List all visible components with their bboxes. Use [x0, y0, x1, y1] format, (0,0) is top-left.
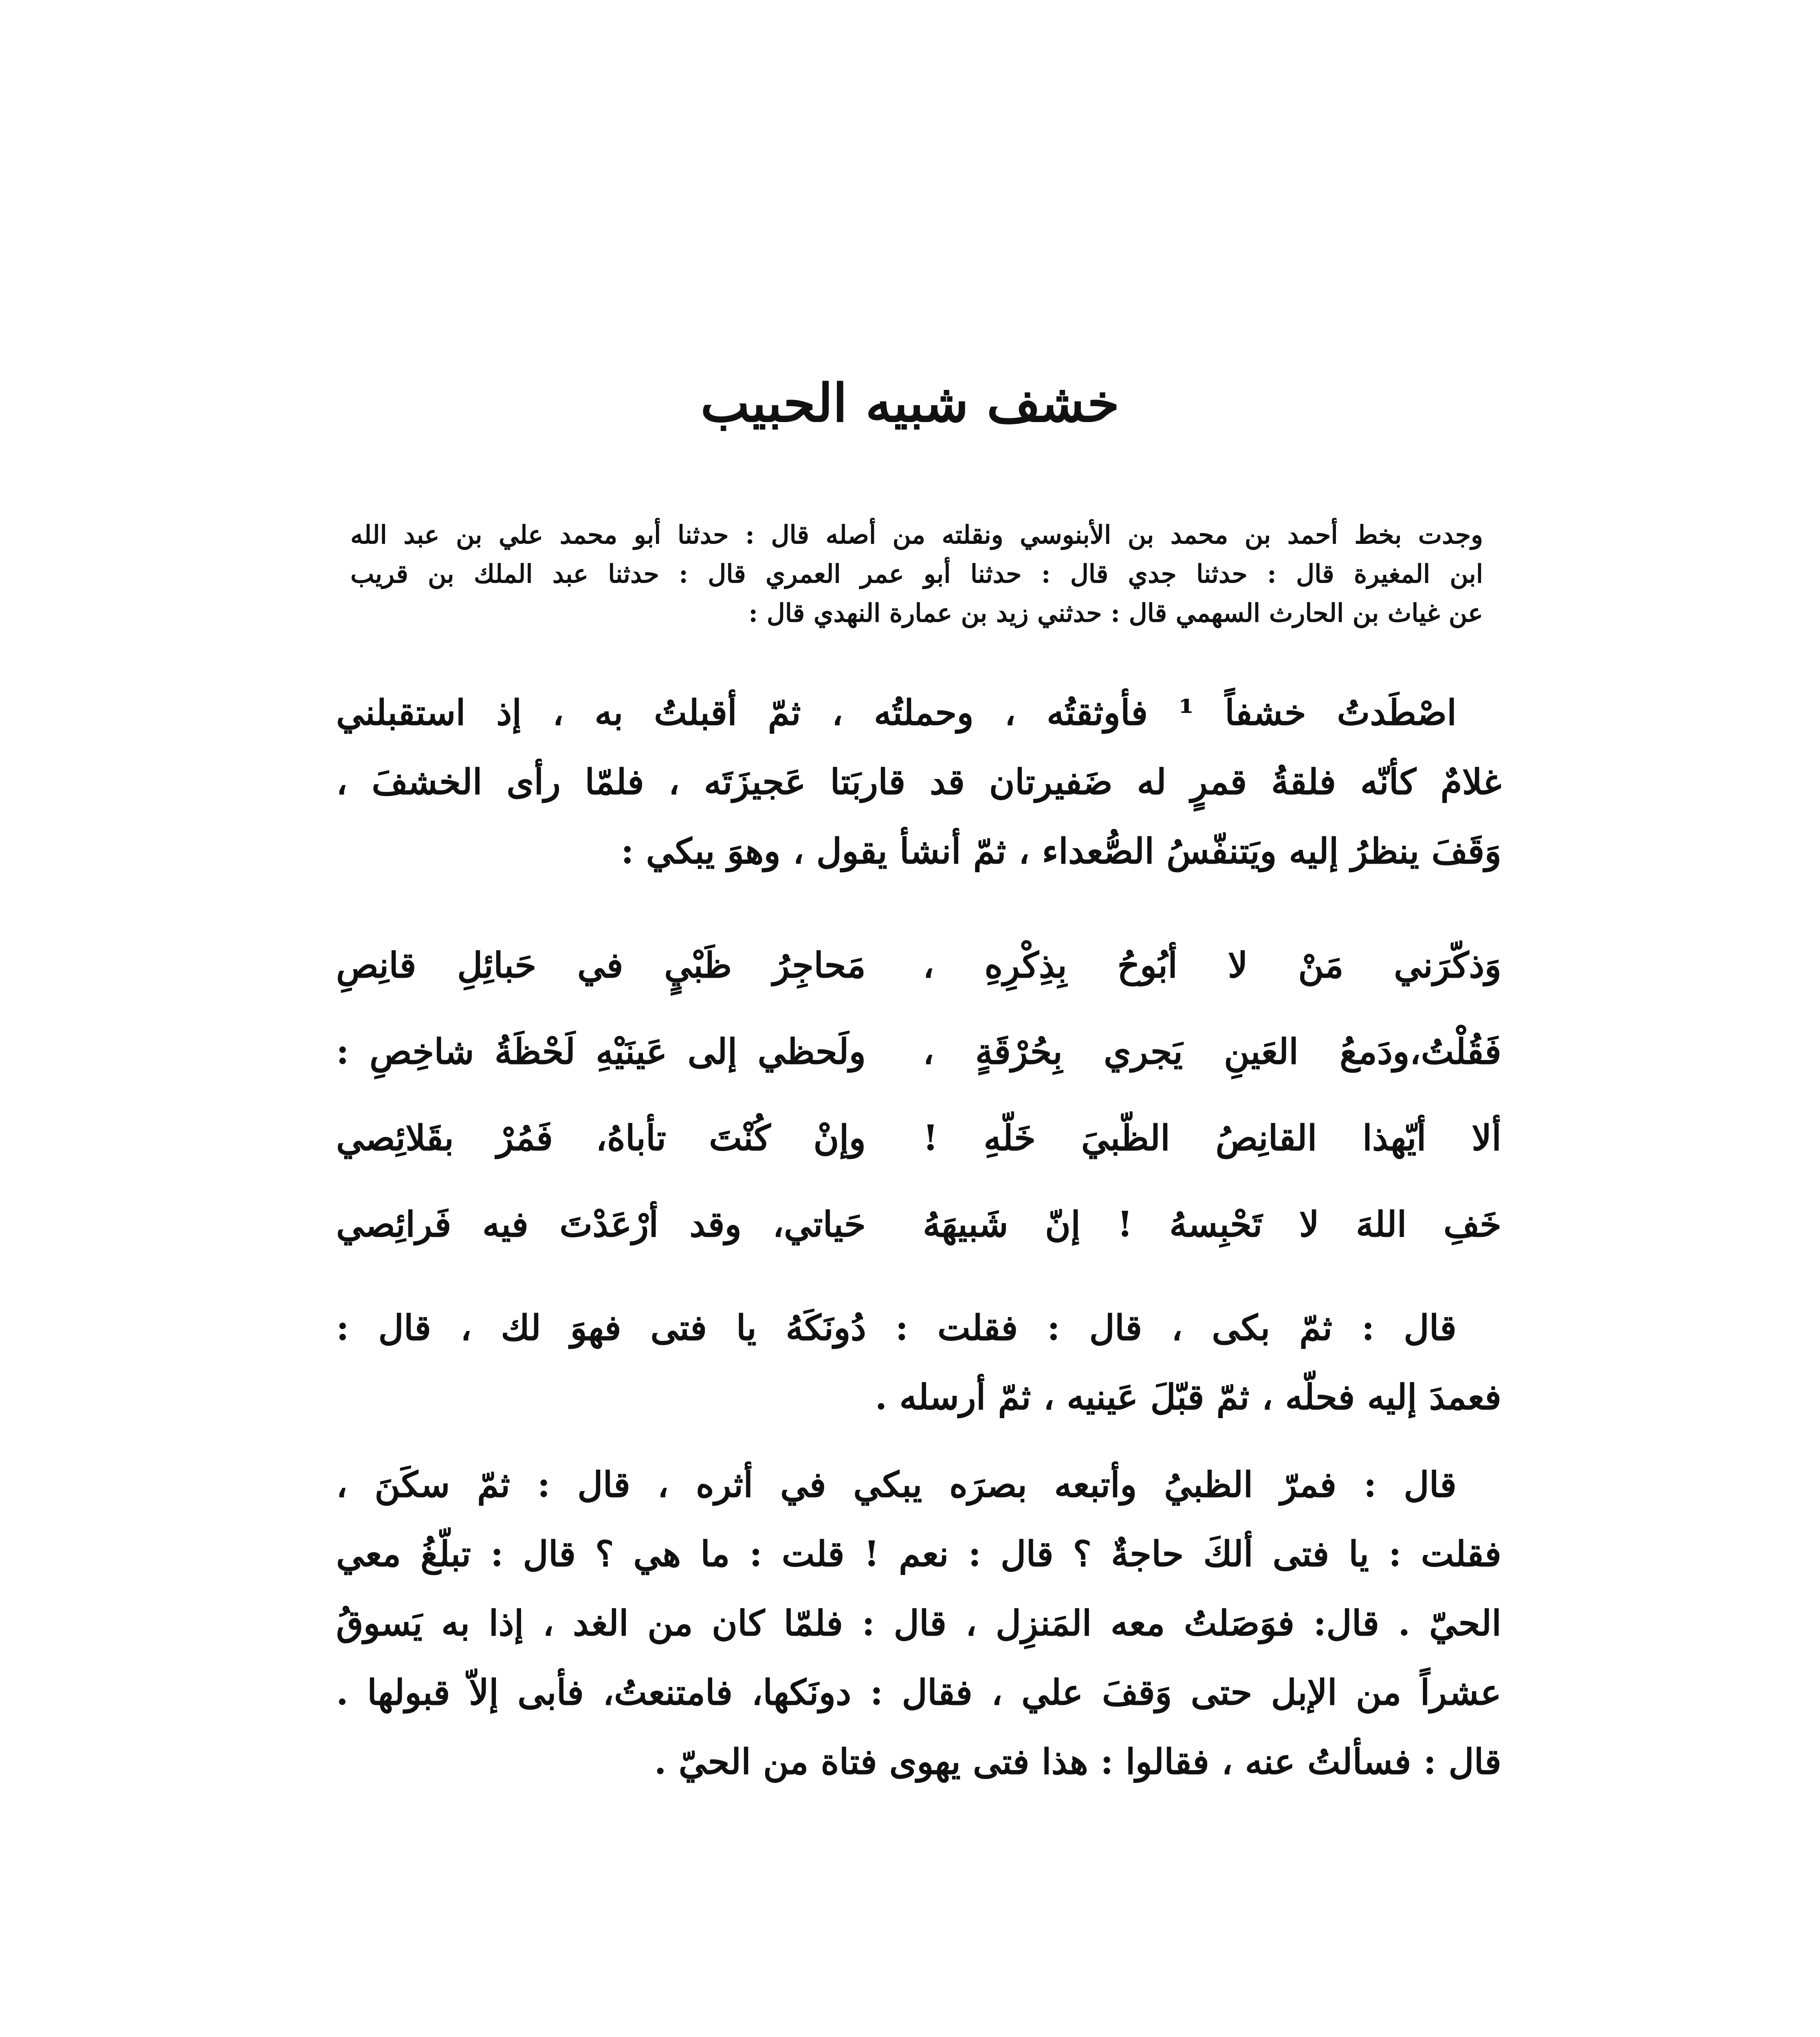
- paragraph-ending: [336, 1450, 1501, 1797]
- poem-verse: [336, 1190, 1501, 1276]
- text-line: غلامٌ كأنّه فلقةُ قمرٍ له ضَفيرتان قد قاربَتا عَجيزَتَه ، فلمّا رأى الخشفَ ،: [336, 761, 1501, 803]
- text-line: قال : فسألتُ عنه ، فقالوا : هذا فتى يهوى فتاة من الحيّ .: [654, 1741, 1501, 1782]
- verse-second-hemistich: ولَحظي إلى عَينَيْهِ لَحْظَةُ شاخِصِ :: [336, 1031, 866, 1072]
- verse-first-hemistich: وَذكّرَني مَنْ لا أبُوحُ بِذِكْرِهِ ،: [923, 945, 1501, 986]
- isnad-line: ابن المغيرة قال : حدثنا جدي قال : حدثنا أبو عمر العمري قال : حدثنا عبد الملك بن قريب: [350, 559, 1483, 589]
- paragraph-opening: [336, 678, 1501, 886]
- verse-first-hemistich: ألا أيّهذا القانِصُ الظّبيَ خَلّهِ !: [923, 1117, 1501, 1159]
- isnad-line: عن غياث بن الحارث السهمي قال : حدثني زيد بن عمارة النهدي قال :: [748, 598, 1483, 628]
- text-line: فعمدَ إليه فحلّه ، ثمّ قبّلَ عَينيه ، ثمّ أرسله .: [875, 1377, 1501, 1418]
- poem: [336, 931, 1501, 1276]
- poem-verse: [336, 1017, 1501, 1104]
- isnad-line: وجدت بخط أحمد بن محمد بن الأبنوسي ونقلته من أصله قال : حدثنا أبو محمد علي بن عبد الله: [350, 520, 1483, 550]
- text-line: عشراً من الإبل حتى وَقفَ علي ، فقال : دونَكها، فامتنعتُ، فأبى إلاّ قبولها .: [336, 1672, 1501, 1713]
- text-line: قال : فمرّ الظبيُ وأتبعه بصرَه يبكي في أثره ، قال : ثمّ سكَنَ ،: [336, 1464, 1457, 1505]
- text-line: وَقَفَ ينظرُ إليه ويَتنفّسُ الصُّعداء ، ثمّ أنشأ يقول ، وهوَ يبكي :: [621, 831, 1501, 872]
- isnad-chain: [350, 515, 1483, 633]
- verse-first-hemistich: خَفِ اللهَ لا تَحْبِسهُ ! إنّ شَبيهَهُ: [923, 1204, 1501, 1245]
- paragraph-release: [336, 1293, 1501, 1432]
- page-title: خشف شبيه الحبيب: [700, 373, 1120, 434]
- verse-second-hemistich: مَحاجِرُ ظَبْيٍ في حَبائِلِ قانِصِ: [336, 945, 866, 986]
- poem-verse: [336, 1104, 1501, 1190]
- poem-verse: [336, 931, 1501, 1017]
- verse-first-hemistich: فَقُلْتُ،ودَمعُ العَينِ يَجري بِحُرْقَةٍ ،: [923, 1031, 1501, 1072]
- text-line: قال : ثمّ بكى ، قال : فقلت : دُونَكَهُ يا فتى فهوَ لك ، قال :: [336, 1307, 1457, 1348]
- text-line: الحيّ . قال: فوَصَلتُ معه المَنزِل ، قال : فلمّا كان من الغد ، إذا به يَسوقُ: [336, 1603, 1501, 1644]
- text-line: اصْطَدتُ خشفاً ¹ فأوثقتُه ، وحملتُه ، ثمّ أقبلتُ به ، إذ استقبلني: [336, 692, 1457, 733]
- verse-second-hemistich: وإنْ كُنْتَ تأباهُ، فَمُرْ بقَلائِصي: [336, 1117, 866, 1159]
- verse-second-hemistich: حَياتي، وقد أرْعَدْتَ فيه فَرائِصي: [336, 1204, 866, 1245]
- text-line: فقلت : يا فتى ألكَ حاجةٌ ؟ قال : نعم ! قلت : ما هي ؟ قال : تبلّغُ معي: [336, 1533, 1501, 1575]
